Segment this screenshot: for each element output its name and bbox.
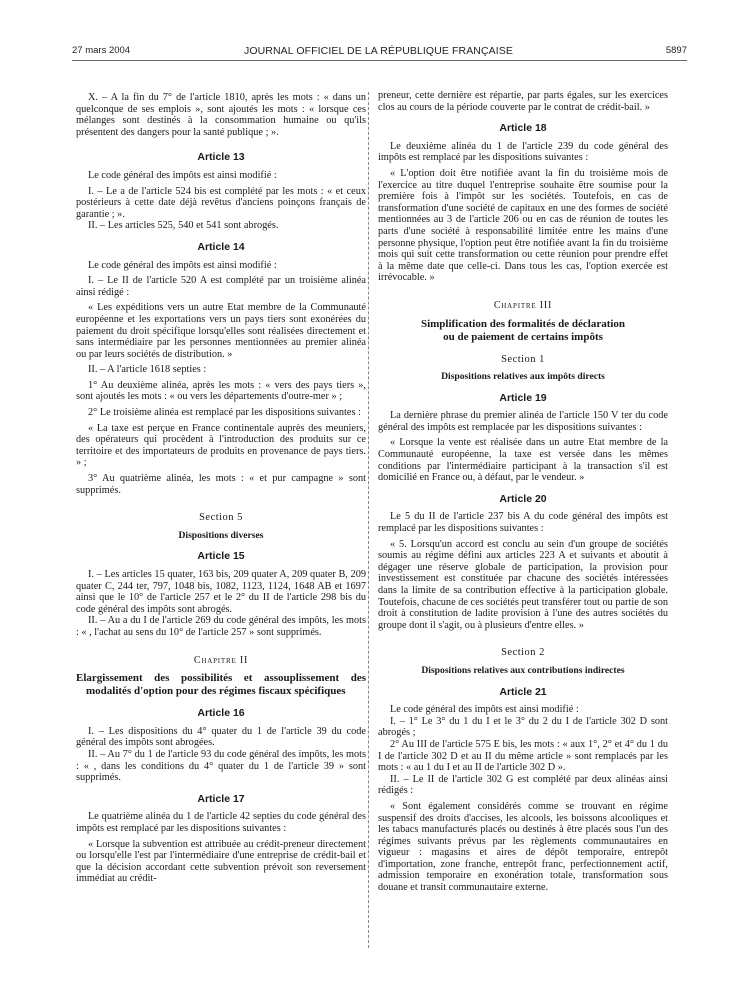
article-15-heading: Article 15 [197, 550, 245, 563]
paragraph: « 5. Lorsqu'un accord est conclu au sein d'un groupe de sociétés soumis au régime défini aux articles 223 A et suivants et aboutit à dégager une réserve globale de participation, la provision pour investissement est constituée par chacune des sociétés intéressées dans la limite de sa contribution effective à la participation globale. Toutefois, chacune de ces sociétés peut transférer tout ou partie de son droit à constitution de ladite provision à l'une des autres sociétés du groupe dont il s'agit, ou à plusieurs d'entre elles. » [378, 538, 668, 631]
chapter-2-title: Elargissement des possibilités et assouplissement des modalités d'option pour des régimes fiscaux spécifiques [76, 672, 366, 698]
article-18-heading: Article 18 [499, 122, 547, 135]
paragraph: 2° Au III de l'article 575 E bis, les mots : « aux 1°, 2° et 4° du 1 du I de l'article 302 D et au II du même article » sont remplacés par les mots : « au 1 du I et au II de l'article 302 D ». [378, 738, 668, 774]
paragraph: « Les expéditions vers un autre Etat membre de la Communauté européenne et les exportations vers un pays tiers sont exonérées du paiement du droit spécifique lorsqu'elles sont réalisées directement et sans intermédiaire par les personnes mentionnées au premier alinéa ou par leurs sociétés de distribution. » [76, 302, 366, 360]
article-21-heading: Article 21 [499, 685, 547, 698]
column-divider [368, 92, 369, 948]
paragraph: II. – A l'article 1618 septies : [88, 364, 207, 376]
paragraph: « Sont également considérés comme se trouvant en régime suspensif des droits d'accises, les alcools, les boissons alcooliques et les tabacs manufacturés placés ou destinés à être placés sous l'un des régimes suivants prévus par les règlements communautaires en vigueur : magasins et aires de dépôt temporaire, entrepôt d'importation, zone franche, entrepôt franc, perfectionnement actif, admission temporaire en exonération totale, transformation sous douane et transit communautaire externe. [378, 800, 668, 894]
chapter-2-label: Chapitre II [193, 654, 249, 666]
paragraph: I. – 1° Le 3° du 1 du I et le 3° du 2 du I de l'article 302 D sont abrogés ; [378, 715, 668, 739]
paragraph: I. – Les articles 15 quater, 163 bis, 209 quater A, 209 quater B, 209 quater C, 244 ter, 797, 1048 bis, 1082, 1123, 1124, 1648 AB et 1697 ainsi que le 10° de l'article 257 et le 2° du II de l'article 298 bis du code général des impôts sont abrogés. [76, 569, 366, 615]
section-5-label: Section 5 [199, 512, 243, 524]
paragraph: II. – Le II de l'article 302 G est complété par deux alinéas ainsi rédigés : [378, 773, 668, 797]
header-journal-title: JOURNAL OFFICIEL DE LA RÉPUBLIQUE FRANÇAISE [244, 45, 513, 57]
article-20-heading: Article 20 [499, 492, 547, 505]
paragraph: Le code général des impôts est ainsi modifié : [88, 259, 277, 271]
paragraph: II. – Les articles 525, 540 et 541 sont abrogés. [88, 220, 279, 232]
chapter-3-label: Chapitre III [493, 299, 553, 311]
chapter-3-title-line-2: ou de paiement de certains impôts [443, 330, 603, 343]
paragraph: « La taxe est perçue en France continentale auprès des meuniers, des opérateurs qui procèdent à l'introduction des produits sur ce territoire et des importateurs de produits en provenance de pays tiers. » ; [76, 422, 366, 469]
paragraph: « Lorsque la vente est réalisée dans un autre Etat membre de la Communauté européenne, la taxe est versée dans les mêmes conditions par l'intermédiaire participant à la transaction s'il est domicilié en France ou, à défaut, par le vendeur. » [378, 437, 668, 484]
article-17-heading: Article 17 [197, 792, 245, 805]
article-16-heading: Article 16 [197, 707, 245, 720]
paragraph: I. – Le a de l'article 524 bis est complété par les mots : « et ceux postérieurs à cette date déjà revêtus d'anciens poinçons français de garantie ; ». [76, 185, 366, 220]
running-header [72, 40, 687, 61]
paragraph: 3° Au quatrième alinéa, les mots : « et pur campagne » sont supprimés. [76, 473, 366, 496]
article-19-heading: Article 19 [499, 391, 547, 404]
paragraph: Le quatrième alinéa du 1 de l'article 42 septies du code général des impôts est remplacé par les dispositions suivantes : [76, 811, 366, 834]
paragraph: I. – Les dispositions du 4° quater du 1 de l'article 39 du code général des impôts sont abrogées. [76, 725, 366, 749]
paragraph: Le deuxième alinéa du 1 de l'article 239 du code général des impôts est remplacé par les dispositions suivantes : [378, 140, 668, 164]
paragraph: I. – Le II de l'article 520 A est complété par un troisième alinéa ainsi rédigé : [76, 275, 366, 298]
paragraph: 2° Le troisième alinéa est remplacé par les dispositions suivantes : [88, 407, 361, 419]
paragraph: Le code général des impôts est ainsi modifié : [390, 704, 579, 716]
section-1-title: Dispositions relatives aux impôts directs [441, 371, 605, 383]
paragraph: X. – A la fin du 7° de l'article 1810, après les mots : « dans un quelconque de ses emplois », sont ajoutés les mots : « lorsque ces mélanges sont destinés à la consommation humaine ou qu'ils présentent des dangers pour la santé publique ; ». [76, 92, 366, 138]
paragraph: 1° Au deuxième alinéa, après les mots : « vers des pays tiers », sont ajoutés les mots : « ou vers les départements d'outre-mer » ; [76, 379, 366, 403]
section-1-label: Section 1 [501, 353, 545, 365]
paragraph: « Lorsque la subvention est attribuée au crédit-preneur directement ou lorsqu'elle l'est par l'intermédiaire d'une entreprise de crédit-bail et que la décision accordant cette subvention prévoit son reversement immédiat au crédit- [76, 838, 366, 885]
paragraph: Le code général des impôts est ainsi modifié : [88, 169, 277, 181]
article-13-heading: Article 13 [197, 151, 245, 164]
chapter-3-title-line-1: Simplification des formalités de déclaration [420, 317, 626, 330]
section-2-label: Section 2 [501, 647, 545, 659]
header-page-number: 5897 [665, 45, 687, 56]
left-column [76, 92, 366, 885]
article-14-heading: Article 14 [197, 240, 245, 253]
section-5-title: Dispositions diverses [178, 529, 264, 541]
header-date: 27 mars 2004 [72, 45, 131, 56]
right-column [378, 90, 668, 894]
paragraph: La dernière phrase du premier alinéa de l'article 150 V ter du code général des impôts est remplacée par les dispositions suivantes : [378, 410, 668, 433]
paragraph: preneur, cette dernière est répartie, par parts égales, sur les exercices clos au cours de la période couverte par le contrat de crédit-bail. » [378, 90, 668, 113]
paragraph: Le 5 du II de l'article 237 bis A du code général des impôts est remplacé par les dispositions suivantes : [378, 511, 668, 535]
paragraph: II. – Au a du I de l'article 269 du code général des impôts, les mots : « , l'achat au sens du 10° de l'article 257 » sont supprimés. [76, 615, 366, 638]
section-2-title: Dispositions relatives aux contributions indirectes [421, 664, 625, 676]
paragraph: « L'option doit être notifiée avant la fin du troisième mois de l'exercice au titre duquel l'entreprise souhaite être soumise pour la première fois à l'impôt sur les sociétés. Toutefois, en cas de transformation d'une société de capitaux en une des formes de société mentionnées au 3 de l'article 206 ou en cas de réunion de toutes les parts d'une société à responsabilité limitée entre les mains d'une personne physique, l'option peut être notifiée avant la fin du troisième mois qui suit cette transformation ou cette réunion pour prendre effet à la même date que celle-ci. Dans tous les cas, l'option exercée est irrévocable. » [378, 167, 668, 284]
paragraph: II. – Au 7° du 1 de l'article 93 du code général des impôts, les mots : « , dans les conditions du 4° quater du 1 de l'article 39 » sont supprimés. [76, 748, 366, 784]
